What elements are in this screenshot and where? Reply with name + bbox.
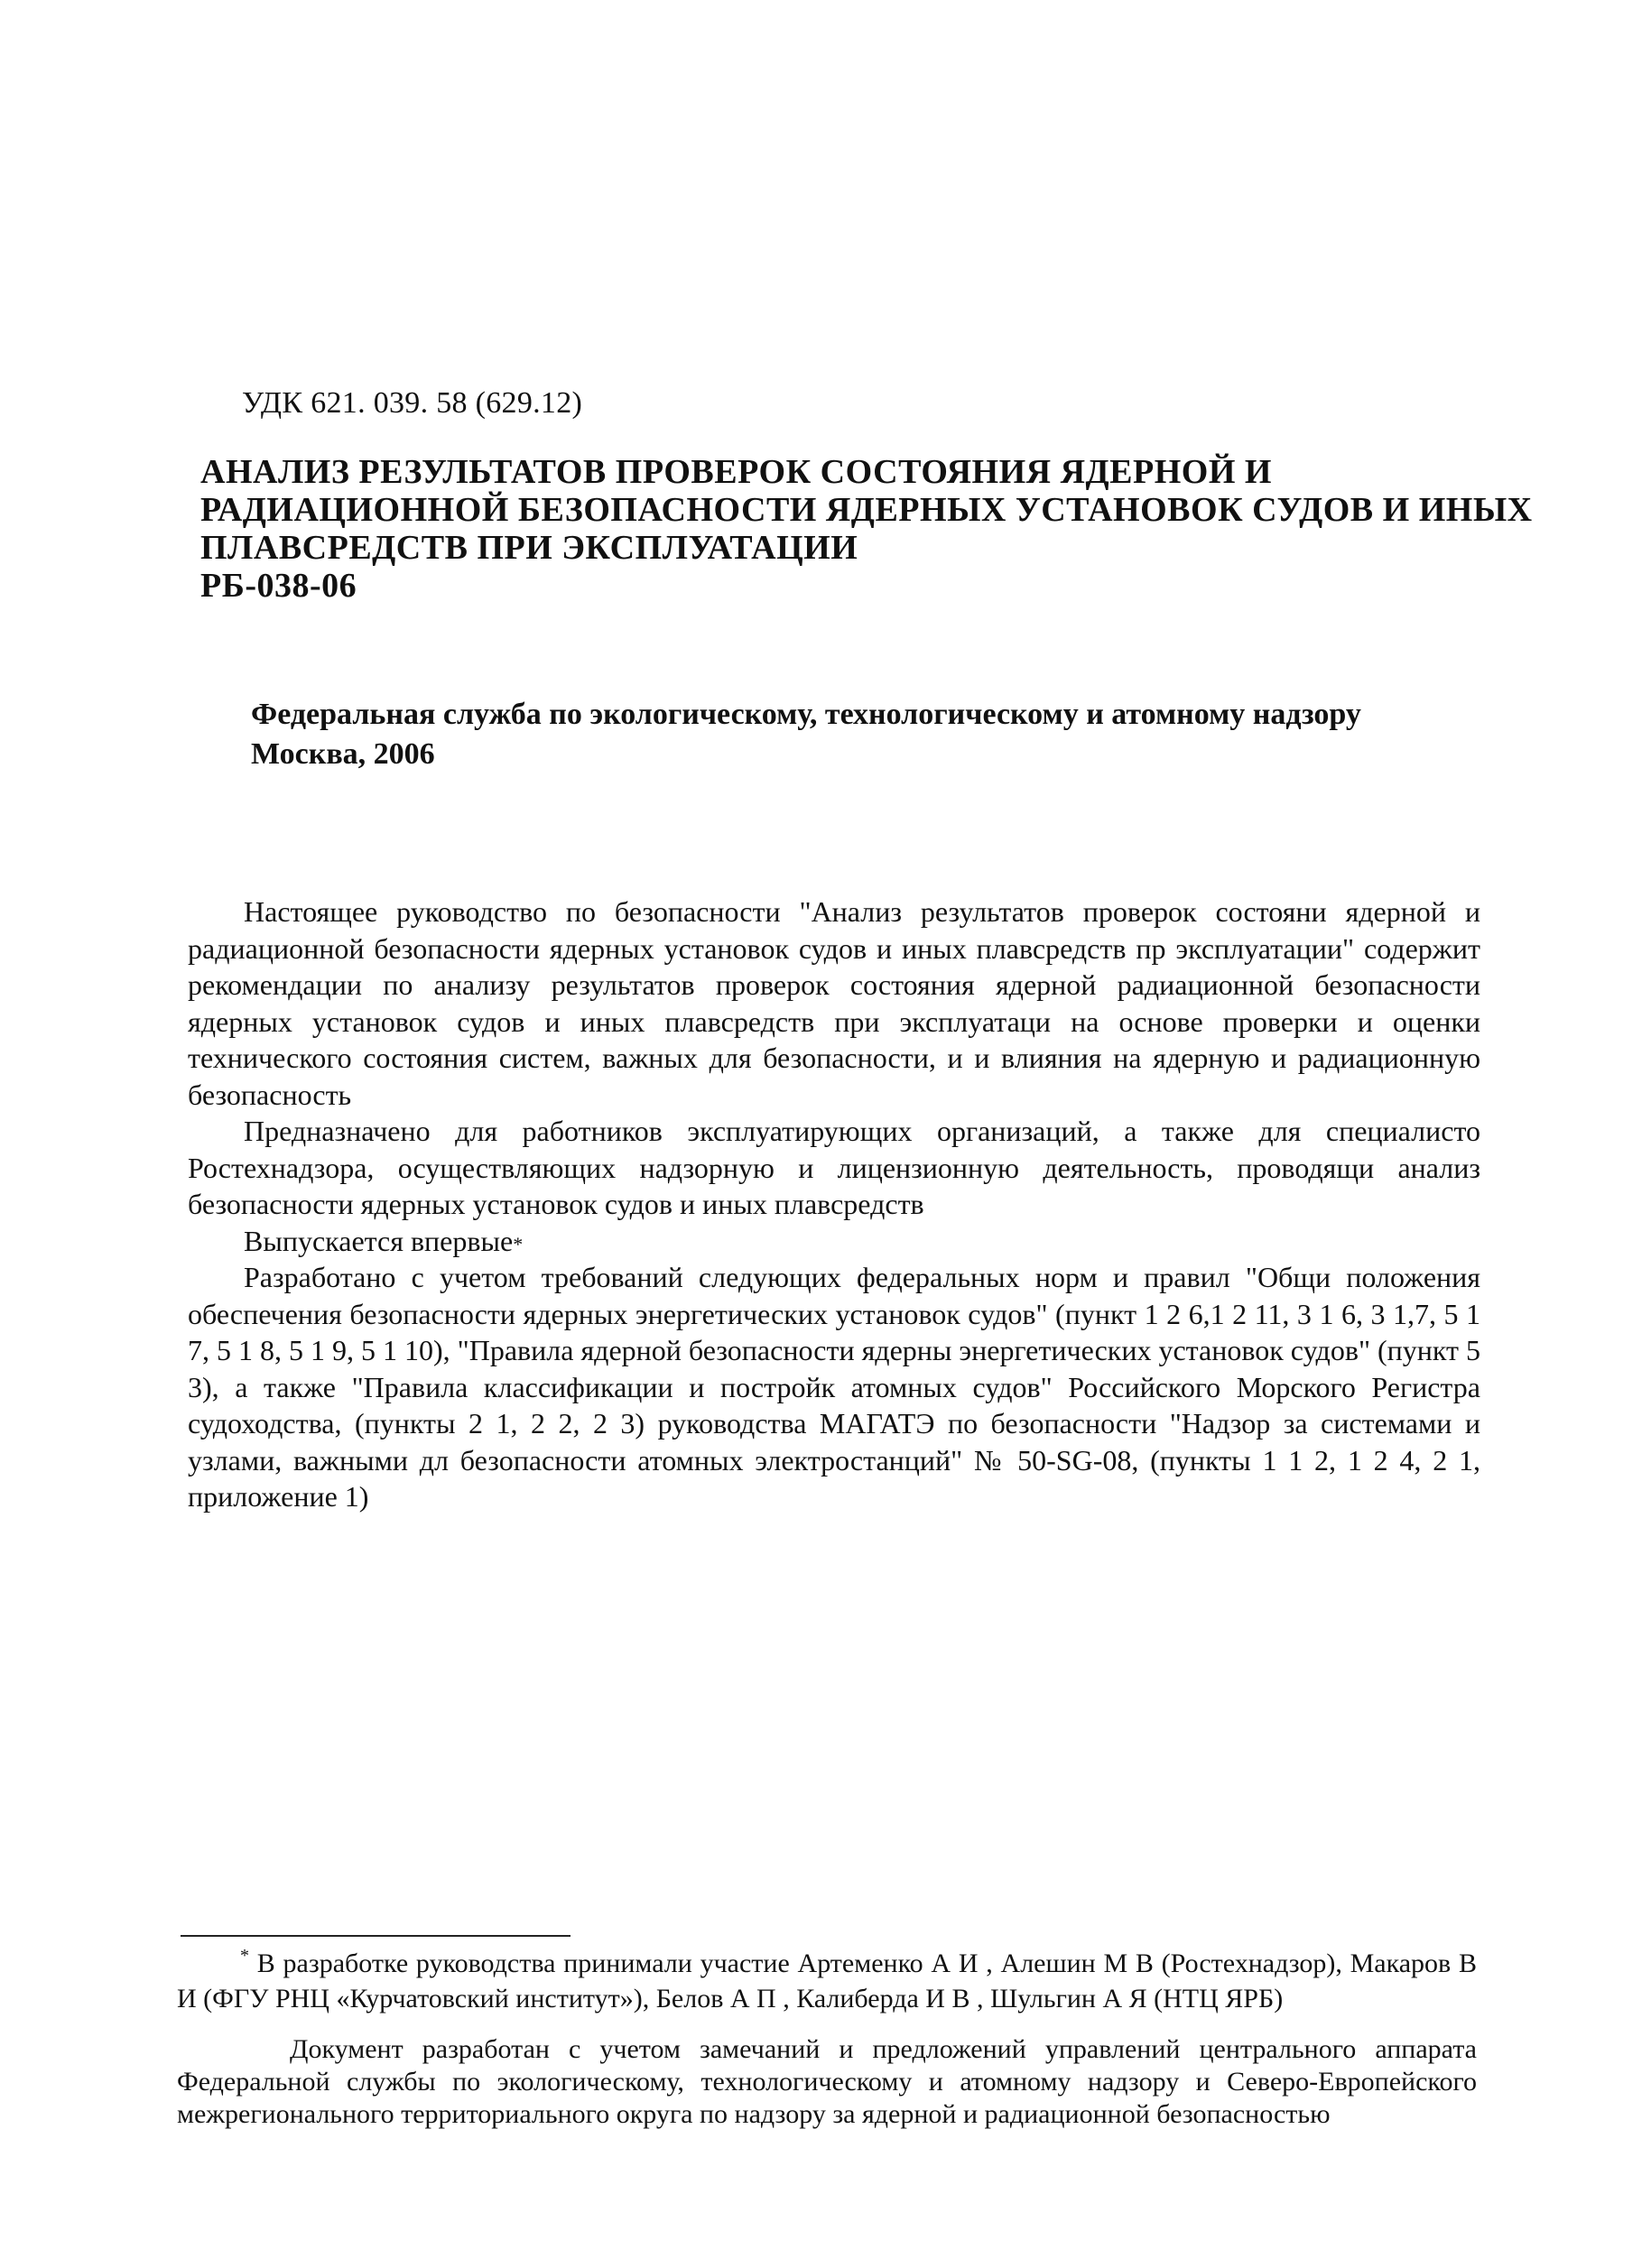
footnote-note: Документ разработан с учетом замечаний и предложений управлений центрального аппарата Федеральной службы по экологическому, технологическому и атомному надзору и Северо-Европейского межрегионального территориального округа по надзору за ядерной и радиационной безопасностью (177, 2034, 1477, 2129)
udk-code: УДК 621. 039. 58 (629.12) (242, 386, 583, 420)
footnote-marker: * (240, 1946, 249, 1966)
first-edition-text: Выпускается впервые (244, 1224, 514, 1257)
publisher-agency: Федеральная служба по экологическому, технологическому и атомному надзору (251, 698, 1361, 731)
title-line-1: АНАЛИЗ РЕЗУЛЬТАТОВ ПРОВЕРОК СОСТОЯНИЯ ЯДЕРНОЙ И (200, 453, 1272, 491)
footnote-block (177, 1948, 1477, 2131)
document-number: РБ-038-06 (200, 567, 357, 605)
publisher-place-year: Москва, 2006 (251, 737, 435, 771)
footnote-authors-text: В разработке руководства принимали участие Артеменко А И , Алешин М В (Ростехнадзор), Макаров В И (ФГУ РНЦ «Курчатовский институт»), Белов А П , Калиберда И В , Шульгин А Я (НТЦ ЯРБ) (177, 1949, 1477, 2013)
title-line-2: РАДИАЦИОННОЙ БЕЗОПАСНОСТИ ЯДЕРНЫХ УСТАНОВОК СУДОВ И ИНЫХ (200, 491, 1533, 529)
publisher-block (251, 695, 1361, 774)
title-line-3: ПЛАВСРЕДСТВ ПРИ ЭКСПЛУАТАЦИИ (200, 529, 858, 567)
footnote-separator (181, 1935, 571, 1937)
footnote-authors (177, 1948, 1477, 2015)
document-title (200, 453, 1533, 605)
paragraph-references: Разработано с учетом требований следующих федеральных норм и правил "Общи положения обеспечения безопасности ядерных энергетических установок судов" (пункт 1 2 6,1 2 11, 3 1 6, 3 1,7, 5 1 7, 5 1 8, 5 1 9, 5 1 10), "Правила ядерной безопасности ядерны энергетических установок судов" (пункт 5 3), а также "Правила классификации и постройк атомных судов" Российского Морского Регистра судоходства, (пункты 2 1, 2 2, 2 3) руководства МАГАТЭ по безопасности "Надзор за системами и узлами, важными дл безопасности атомных электростанций" № 50-SG-08, (пункты 1 1 2, 1 2 4, 2 1, приложение 1) (188, 1261, 1480, 1513)
paragraph-audience: Предназначено для работников эксплуатирующих организаций, а также для специалисто Ростехнадзора, осуществляющих надзорную и лицензионную деятельность, проводящи анализ безопасности ядерных установок судов и иных плавсредств (188, 1115, 1480, 1220)
annotation-body (188, 893, 1480, 1515)
paragraph-purpose: Настоящее руководство по безопасности "Анализ результатов проверок состояни ядерной и радиационной безопасности ядерных установок судов и иных плавсредств пр эксплуатации" содержит рекомендации по анализу результатов проверок состояния ядерной радиационной безопасности ядерных установок судов и иных плавсредств при эксплуатаци на основе проверки и оценки технического состояния систем, важных для безопасности, и и влияния на ядерную и радиационную безопасность (188, 895, 1480, 1111)
footnote-reference-mark: * (513, 1232, 524, 1255)
paragraph-first-edition (188, 1223, 1480, 1260)
